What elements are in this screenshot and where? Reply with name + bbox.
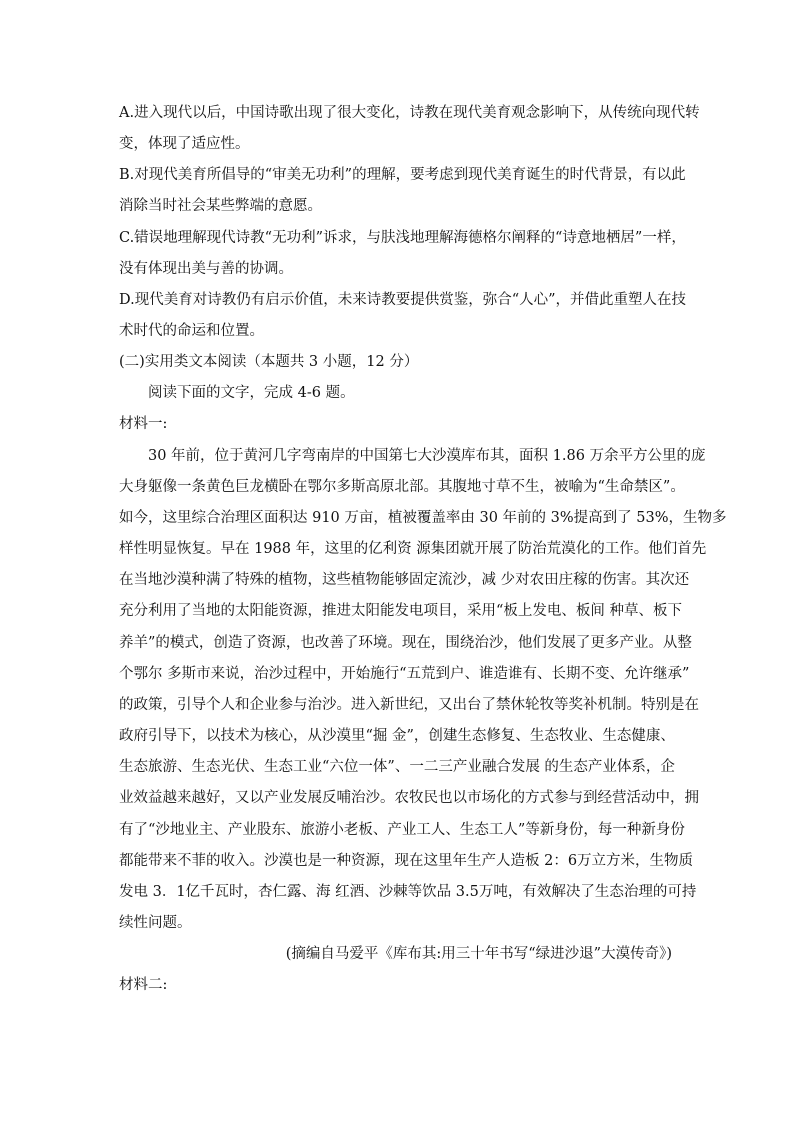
paragraph-line: 个鄂尔 多斯市来说，治沙过程中，开始施行“五荒到户、谁造谁有、长期不变、允许继承”	[119, 666, 690, 682]
paragraph-line: 充分利用了当地的太阳能资源，推进太阳能发电项目，采用“板上发电、板间 种草、板下	[119, 603, 683, 619]
paragraph-line: 续性问题。	[119, 915, 192, 931]
paragraph-line: 样性明显恢复。早在 1988 年，这里的亿利资 源集团就开展了防治荒漠化的工作。他们首先	[119, 541, 707, 557]
paragraph-line: 发电 3．1亿千瓦时，杏仁露、海 红酒、沙棘等饮品 3.5万吨，有效解决了生态治理的可持	[119, 884, 697, 900]
paragraph-line: 都能带来不菲的收入。沙漠也是一种资源，现在这里年生产人造板 2：6万立方米，生物质	[119, 853, 694, 869]
paragraph-line: 在当地沙漠种满了特殊的植物，这些植物能够固定流沙，减 少对农田庄稼的伤害。其次还	[119, 572, 690, 588]
paragraph-line: 养羊”的模式，创造了资源，也改善了环境。现在，围绕治沙，他们发展了更多产业。从整	[119, 635, 692, 651]
material-1-label: 材料一:	[119, 416, 168, 432]
instruction: 阅读下面的文字，完成 4-6 题。	[148, 385, 355, 401]
paragraph-line: 30 年前，位于黄河几字弯南岸的中国第七大沙漠库布其，面积 1.86 万余平方公里的庞	[148, 448, 706, 464]
option-c-line-1: C.错误地理解现代诗教“无功利”诉求，与肤浅地理解海德格尔阐释的“诗意地栖居”一样，	[119, 230, 686, 246]
option-a-line-2: 变，体现了适应性。	[119, 136, 250, 152]
paragraph-line: 如今，这里综合治理区面积达 910 万亩，植被覆盖率由 30 年前的 3%提高到了 53%，生物多	[119, 510, 727, 526]
paragraph-line: 政府引导下，以技术为核心，从沙漠里“掘 金”，创建生态修复、生态牧业、生态健康、	[119, 728, 675, 744]
source-citation: (摘编自马爱平《库布其:用三十年书写“绿进沙退”大漠传奇》)	[285, 946, 672, 962]
paragraph-line: 有了“沙地业主、产业股东、旅游小老板、产业工人、生态工人”等新身份，每一种新身份	[119, 822, 685, 838]
option-c-line-2: 没有体现出美与善的协调。	[119, 261, 293, 277]
paragraph-line: 生态旅游、生态光伏、生态工业“六位一体”、一二三产业融合发展 的生态产业体系，企	[119, 759, 675, 775]
option-d-line-1: D.现代美育对诗教仍有启示价值，未来诗教要提供赏鉴，弥合“人心”，并借此重塑人在技	[119, 292, 687, 308]
paragraph-line: 大身躯像一条黄色巨龙横卧在鄂尔多斯高原北部。其腹地寸草不生，被喻为“生命禁区”。	[119, 479, 685, 495]
material-2-label: 材料二:	[119, 977, 168, 993]
option-b-line-1: B.对现代美育所倡导的“审美无功利”的理解，要考虑到现代美育诞生的时代背景，有以此	[119, 167, 686, 183]
option-b-line-2: 消除当时社会某些弊端的意愿。	[119, 198, 322, 214]
paragraph-line: 业效益越来越好，又以产业发展反哺治沙。农牧民也以市场化的方式参与到经营活动中，拥	[119, 790, 699, 806]
section-heading: (二)实用类文本阅读（本题共 3 小题，12 分）	[119, 354, 419, 370]
option-a-line-1: A.进入现代以后，中国诗歌出现了很大变化，诗教在现代美育观念影响下，从传统向现代转	[119, 105, 700, 121]
option-d-line-2: 术时代的命运和位置。	[119, 323, 264, 339]
paragraph-line: 的政策，引导个人和企业参与治沙。进入新世纪，又出台了禁休轮牧等奖补机制。特别是在	[119, 697, 699, 713]
